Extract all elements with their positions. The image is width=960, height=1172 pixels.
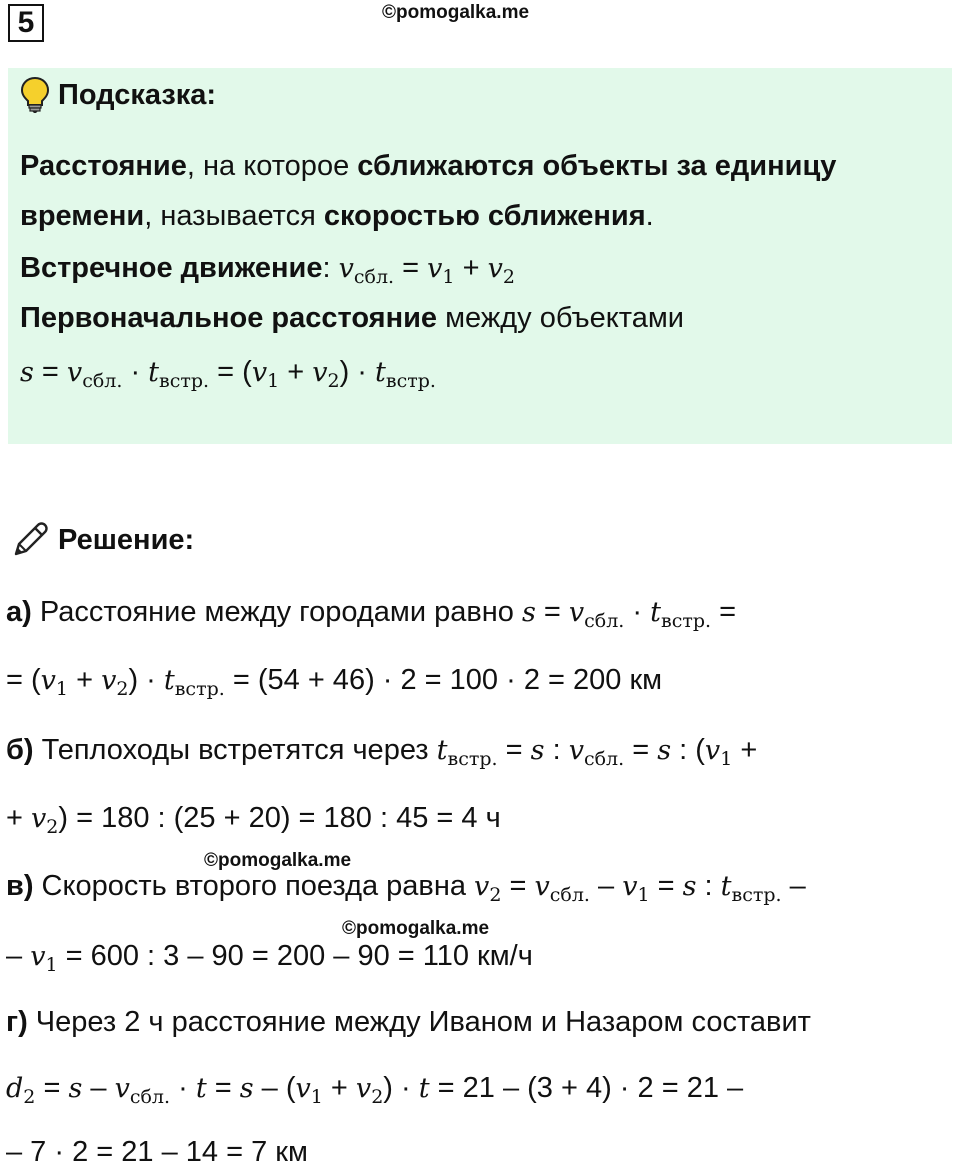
hint-text: между объектами bbox=[437, 302, 684, 334]
pencil-icon bbox=[10, 520, 50, 560]
watermark-middle-1: ©pomogalka.me bbox=[204, 850, 352, 871]
solution-d-line-2: $d_2 = s - v_{сбл.} \cdot t = s - (v_1 + v_2) \cdot t = 21 - (3 + 4) \cdot 2 = 21$ – bbox=[6, 1072, 744, 1108]
task-number: 5 bbox=[8, 4, 44, 42]
solution-c-line-2: – $v_1 = 600$ : 3 – 90 = 200 – 90 = 110 км/ч bbox=[6, 940, 533, 976]
hint-line-3 bbox=[20, 248, 515, 297]
part-d-label: г) bbox=[6, 1006, 28, 1038]
solution-b-line-2: + $v_2) = 180$ : (25 + 20) = 180 : 45 = 4 ч bbox=[6, 802, 501, 838]
lightbulb-icon bbox=[20, 76, 50, 114]
solution-c-line-1: в) Скорость второго поезда равна $v_2 = v_{сбл.} - v_1 = s$ : $t_{встр.}$ – bbox=[6, 870, 806, 906]
hint-term-distance: Расстояние bbox=[20, 150, 187, 182]
part-b-text: Теплоходы встретятся через bbox=[33, 734, 437, 766]
solution-d-line-3: – 7 · 2 = 21 – 14 = 7 км bbox=[6, 1136, 308, 1168]
watermark-top: ©pomogalka.me bbox=[382, 2, 530, 23]
part-a-label: а) bbox=[6, 596, 32, 628]
solution-a-line-1: а) Расстояние между городами равно $s = v_{сбл.} \cdot t_{встр.}$ = bbox=[6, 596, 737, 632]
formula-distance: $s = v_{сбл.} \cdot t_{встр.} = (v_1 + v_2) \cdot t_{встр.}$ bbox=[20, 356, 436, 392]
hint-term-approach: сближаются объекты за единицу bbox=[357, 150, 837, 182]
hint-title-text: Подсказка: bbox=[58, 78, 217, 111]
part-c-label: в) bbox=[6, 870, 34, 902]
hint-line-2 bbox=[20, 196, 654, 236]
part-b-label: б) bbox=[6, 734, 34, 766]
formula-approach-speed: $v_{сбл.} = v_1 + v_2$ bbox=[338, 252, 515, 288]
solution-title bbox=[10, 520, 194, 560]
solution-d-line-1 bbox=[6, 1002, 811, 1042]
hint-text: , на которое bbox=[186, 150, 358, 182]
hint-term-counter-motion: Встречное движение bbox=[20, 252, 323, 284]
solution-title-text: Решение: bbox=[58, 523, 195, 556]
solution-a-line-2: = $(v_1 + v_2) \cdot t_{встр.} = (54 + 46) \cdot 2 = 100 \cdot 2 = 200$ км bbox=[6, 664, 663, 700]
part-d-text: Через 2 ч расстояние между Иваном и Назаром составит bbox=[27, 1006, 811, 1038]
hint-title bbox=[20, 76, 216, 114]
hint-text: , называется bbox=[144, 200, 324, 232]
hint-line-4 bbox=[20, 298, 684, 338]
hint-text: : bbox=[322, 252, 339, 284]
hint-term-time: времени bbox=[20, 200, 145, 232]
hint-text: . bbox=[645, 200, 654, 232]
hint-line-1 bbox=[20, 146, 836, 186]
hint-term-initial-distance: Первоначальное расстояние bbox=[20, 302, 438, 334]
hint-box bbox=[8, 68, 952, 444]
watermark-middle-2: ©pomogalka.me bbox=[342, 918, 490, 939]
hint-line-5 bbox=[20, 352, 436, 401]
solution-b-line-1: б) Теплоходы встретятся через $t_{встр.} = s$ : $v_{сбл.} = s$ : ($v_1$ + bbox=[6, 734, 758, 770]
hint-term-speed: скоростью сближения bbox=[323, 200, 646, 232]
part-c-text: Скорость второго поезда равна bbox=[33, 870, 475, 902]
part-a-text: Расстояние между городами равно bbox=[31, 596, 522, 628]
